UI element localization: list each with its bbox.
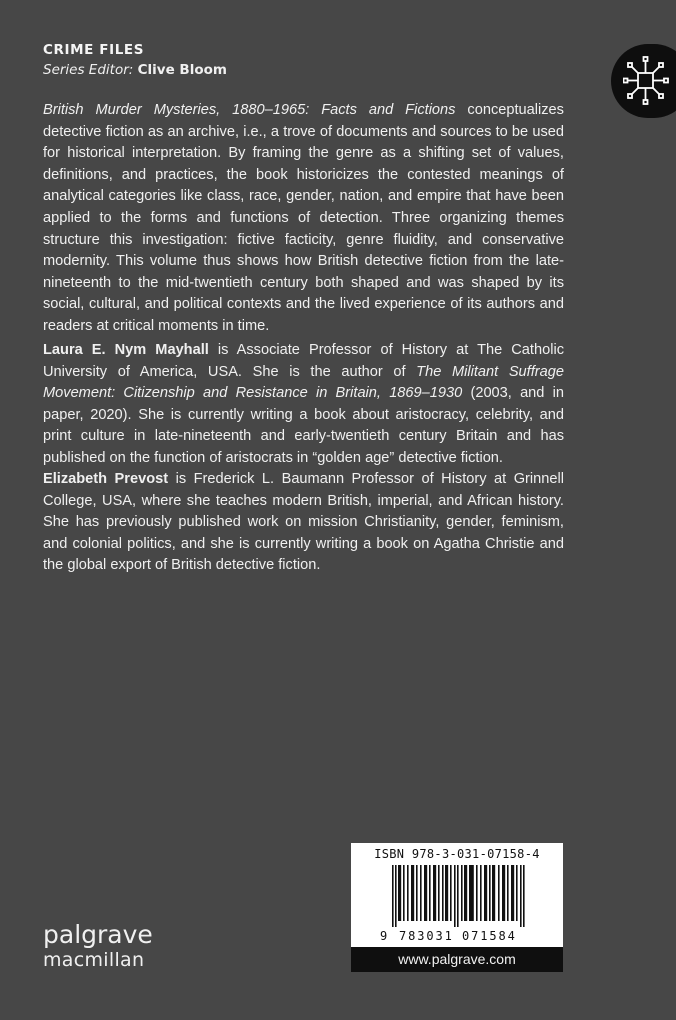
series-title: CRIME FILES xyxy=(43,42,145,58)
publisher-logo xyxy=(43,922,153,972)
author-bio-1-part1: is Associate Professor of History at The Catholic University of America, USA. She is the author of xyxy=(43,342,564,380)
network-node-icon xyxy=(623,54,669,108)
barcode-digits-group1: 783031 xyxy=(399,929,454,943)
isbn-barcode xyxy=(351,843,563,972)
imprint-badge xyxy=(611,44,676,118)
series-editor-label: Series Editor: xyxy=(43,62,134,78)
series-editor-name: Clive Bloom xyxy=(137,62,227,78)
book-description xyxy=(43,100,564,338)
author-name-1: Laura E. Nym Mayhall xyxy=(43,342,209,358)
isbn-label: ISBN 978-3-031-07158-4 xyxy=(374,847,540,861)
author-bio-1-part2: (2003, and in paper, 2020). She is currently writing a book about aristocracy, celebrity, and print culture in late-nineteenth and early-twentieth century Britain and has published on the function of aristocrats in “golden age” detective fiction. xyxy=(43,385,564,466)
author-book-title: The Militant Suffrage Movement: Citizenship and Resistance in Britain, 1869–1930 xyxy=(43,363,564,402)
barcode-bars-icon xyxy=(351,843,563,947)
barcode-digits-group2: 071584 xyxy=(462,929,517,943)
author-bio-2 xyxy=(43,469,564,577)
barcode-digit-lead: 9 xyxy=(380,929,388,943)
author-bio-2-text: is Frederick L. Baumann Professor of History at Grinnell College, USA, where she teaches modern British, imperial, and African history. She has previously published work on mission Christianity, gender, feminism, and colonial politics, and she is currently writing a book on Agatha Christie and the global export of British detective fiction. xyxy=(43,471,564,574)
publisher-logo-line1: palgrave xyxy=(43,920,153,949)
description-text: conceptualizes detective fiction as an archive, i.e., a trove of documents and sources to be used for historical interpretation. By framing the genre as a shifting set of values, definitions, and practices, the book historicizes the contested meanings of analytical categories like class, race, gender, nation, and empire that have been applied to the forms and functions of detection. Three organizing themes structure this investigation: fictive facticity, genre fluidity, and conservative modernity. This volume thus shows how British detective fiction from the late-nineteenth to the mid-twentieth century both shaped and was shaped by its social, cultural, and political contexts and the lived experience of its authors and readers at critical moments in time. xyxy=(43,102,564,334)
book-title: British Murder Mysteries, 1880–1965: Facts and Fictions xyxy=(43,102,456,118)
author-name-2: Elizabeth Prevost xyxy=(43,471,169,487)
series-block xyxy=(43,40,443,80)
publisher-logo-line2: macmillan xyxy=(43,949,145,971)
series-editor xyxy=(43,60,443,80)
publisher-url: www.palgrave.com xyxy=(351,947,563,972)
author-bio-1 xyxy=(43,340,564,470)
